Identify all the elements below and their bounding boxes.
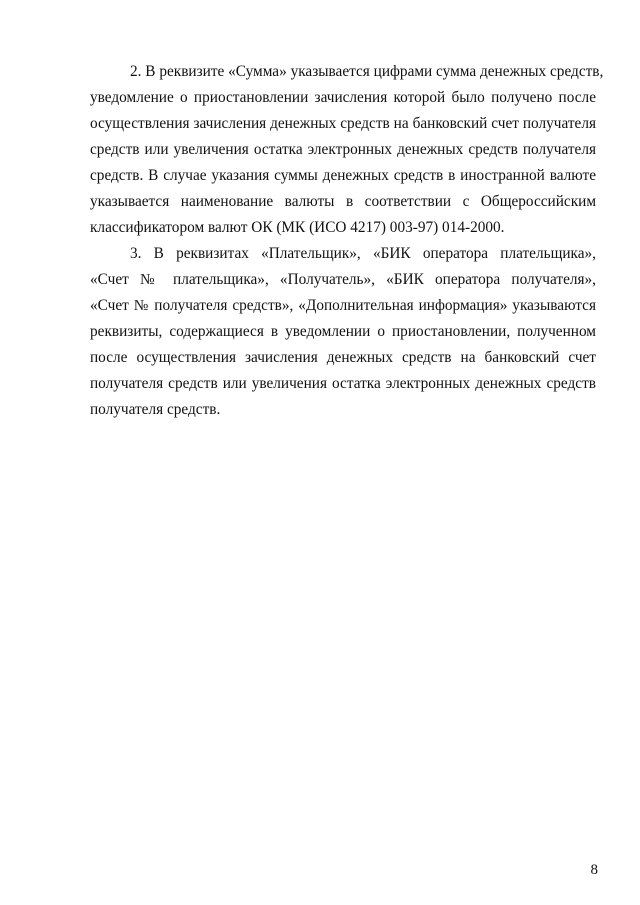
paragraph-3-line: получателя средств или увеличения остатка электронных денежных средств [90, 375, 596, 392]
paragraph-2-line: классификатором валют ОК (МК (ИСО 4217) 003-97) 014-2000. [90, 219, 505, 236]
paragraph-3-line: после осуществления зачисления денежных средств на банковский счет [90, 349, 596, 366]
paragraph-3-line: 3. В реквизитах «Плательщик», «БИК оператора плательщика», [130, 245, 596, 262]
paragraph-2-line: указывается наименование валюты в соответствии с Общероссийским [90, 193, 596, 210]
paragraph-2 [90, 59, 604, 241]
paragraph-2-line: 2. В реквизите «Сумма» указывается цифрами сумма денежных средств, [130, 63, 604, 80]
paragraph-2-line: уведомление о приостановлении зачисления которой было получено после [90, 89, 596, 106]
paragraph-3-line: реквизиты, содержащиеся в уведомлении о приостановлении, полученном [90, 323, 596, 340]
paragraph-3-line: «Счет № плательщика», «Получатель», «БИК оператора получателя», [90, 271, 596, 288]
paragraph-3-line: получателя средств. [90, 401, 221, 418]
paragraph-2-line: средств или увеличения остатка электронных денежных средств получателя [90, 141, 596, 158]
paragraph-3-line: «Счет № получателя средств», «Дополнительная информация» указываются [90, 297, 596, 314]
paragraph-3 [90, 241, 596, 423]
paragraph-2-line: осуществления зачисления денежных средств на банковский счет получателя [90, 115, 596, 132]
page-number: 8 [590, 862, 598, 878]
paragraph-2-line: средств. В случае указания суммы денежных средств в иностранной валюте [90, 167, 596, 184]
